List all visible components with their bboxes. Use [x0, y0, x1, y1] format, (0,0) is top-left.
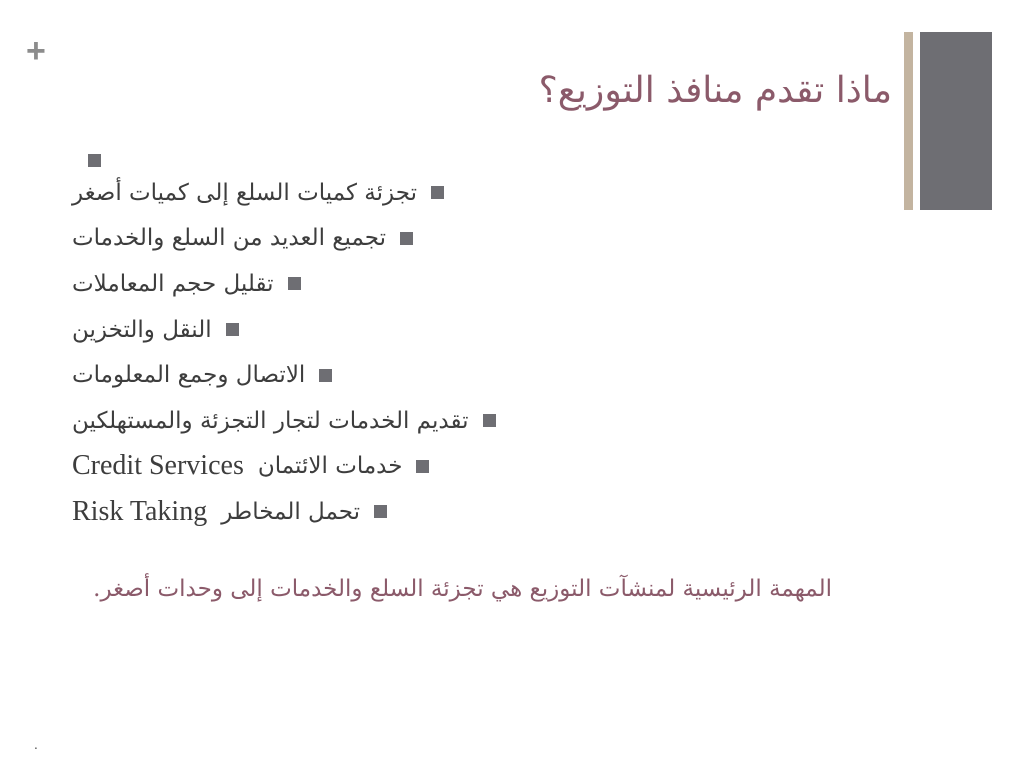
- list-item-text: تقليل حجم المعاملات: [72, 270, 274, 297]
- risk-arabic-label: تحمل المخاطر: [221, 498, 361, 525]
- list-item-text: تجميع العديد من السلع والخدمات: [72, 225, 387, 252]
- empty-bullet-marker: [88, 154, 101, 167]
- list-item: [72, 352, 496, 398]
- credit-arabic-label: خدمات الائتمان: [257, 453, 403, 480]
- list-item-risk: [72, 489, 496, 535]
- credit-english-label: Credit Services: [72, 450, 244, 482]
- bullet-square-icon: [226, 323, 239, 336]
- list-item: [72, 216, 496, 262]
- list-item-text: النقل والتخزين: [72, 316, 212, 343]
- list-item: [72, 170, 496, 216]
- main-task-statement: المهمة الرئيسية لمنشآت التوزيع هي تجزئة السلع والخدمات إلى وحدات أصغر.: [93, 576, 832, 602]
- slide-title: ماذا تقدم منافذ التوزيع؟: [538, 70, 892, 111]
- list-item-text: تقديم الخدمات لتجار التجزئة والمستهلكين: [72, 407, 469, 434]
- list-item-text: الاتصال وجمع المعلومات: [72, 362, 306, 389]
- list-item-text: تجزئة كميات السلع إلى كميات أصغر: [72, 179, 417, 206]
- list-item: [72, 398, 496, 444]
- risk-english-label: Risk Taking: [72, 495, 208, 527]
- list-item-credit: [72, 444, 496, 490]
- bullet-square-icon: [374, 505, 387, 518]
- bullet-square-icon: [483, 414, 496, 427]
- bullet-square-icon: [416, 460, 429, 473]
- decorative-tan-bar: [904, 32, 913, 210]
- list-item: [72, 261, 496, 307]
- bullet-square-icon: [431, 186, 444, 199]
- decorative-gray-block: [920, 32, 992, 210]
- bullet-list: [72, 170, 496, 535]
- bullet-square-icon: [319, 369, 332, 382]
- plus-icon: +: [26, 32, 46, 70]
- bullet-square-icon: [288, 277, 301, 290]
- list-item: [72, 307, 496, 353]
- bullet-square-icon: [400, 232, 413, 245]
- footer-dot: .: [34, 738, 38, 752]
